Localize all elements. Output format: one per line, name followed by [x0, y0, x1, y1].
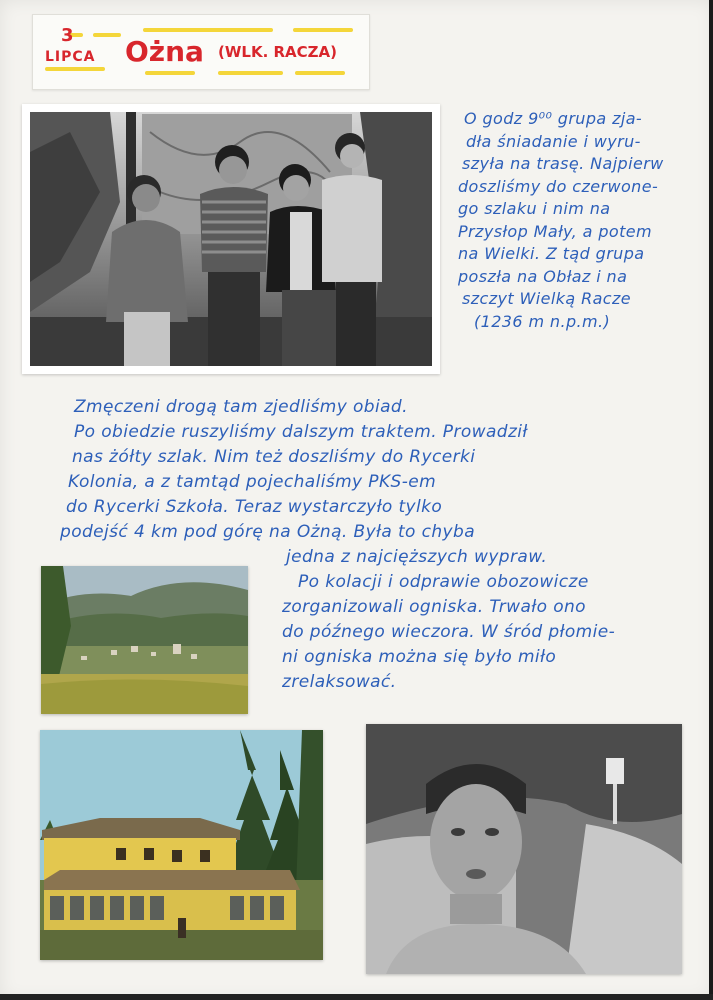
text-line: nas żółty szlak. Nim też doszliśmy do Rycerki	[72, 447, 476, 467]
text-line: Po obiedzie ruszyliśmy dalszym traktem. Prowadził	[74, 422, 528, 442]
highlight-stripe	[93, 33, 121, 37]
highlight-stripe	[293, 28, 353, 32]
text-line: Przysłop Mały, a potem	[458, 221, 652, 241]
header-month: LIPCA	[45, 49, 96, 65]
header-place: Ożna	[125, 35, 204, 68]
photo-boy-portrait	[366, 724, 682, 974]
highlight-stripe	[218, 71, 283, 75]
text-line: zrelaksować.	[282, 672, 397, 692]
highlight-stripe	[295, 71, 345, 75]
text-line: szyła na trasę. Najpierw	[462, 154, 664, 173]
text-line: Kolonia, a z tamtąd pojechaliśmy PKS-em	[68, 472, 437, 492]
diary-text-right	[458, 108, 698, 333]
text-line: szczyt Wielką Racze	[462, 289, 632, 308]
text-line: jedna z najcięższych wypraw.	[286, 547, 548, 567]
photo-group-at-trail-map	[30, 112, 432, 366]
text-line: dła śniadanie i wyru-	[466, 131, 641, 151]
highlight-stripe	[45, 67, 105, 71]
text-line: (1236 m n.p.m.)	[474, 311, 611, 331]
highlight-stripe	[145, 71, 195, 75]
text-line: Po kolacji i odprawie obozowicze	[298, 572, 589, 592]
header-day: 3	[61, 25, 74, 46]
text-line: na Wielki. Z tąd grupa	[458, 244, 645, 263]
text-line: O godz 9⁰⁰ grupa zja-	[464, 109, 643, 128]
highlight-stripe	[143, 28, 273, 32]
photo-mountain-valley	[41, 566, 248, 714]
text-line: Zmęczeni drogą tam zjedliśmy obiad.	[74, 397, 408, 417]
text-line: ni ogniska można się było miło	[282, 647, 557, 667]
page-edge-bottom	[0, 994, 713, 1000]
text-line: go szlaku i nim na	[458, 199, 611, 218]
text-line: podejść 4 km pod górę na Ożną. Była to chyba	[60, 522, 476, 542]
text-line: do Rycerki Szkoła. Teraz wystarczyło tylko	[66, 497, 443, 517]
photo-mountain-hostel	[40, 730, 323, 960]
header-label	[32, 14, 370, 90]
header-subtitle: (WLK. RACZA)	[218, 43, 338, 61]
text-line: doszliśmy do czerwone-	[458, 176, 659, 196]
text-line: zorganizowali ogniska. Trwało ono	[282, 597, 586, 617]
page-edge-right	[709, 0, 713, 1000]
text-line: do późnego wieczora. W śród płomie-	[282, 622, 616, 642]
text-line: poszła na Obłaz i na	[458, 266, 628, 286]
